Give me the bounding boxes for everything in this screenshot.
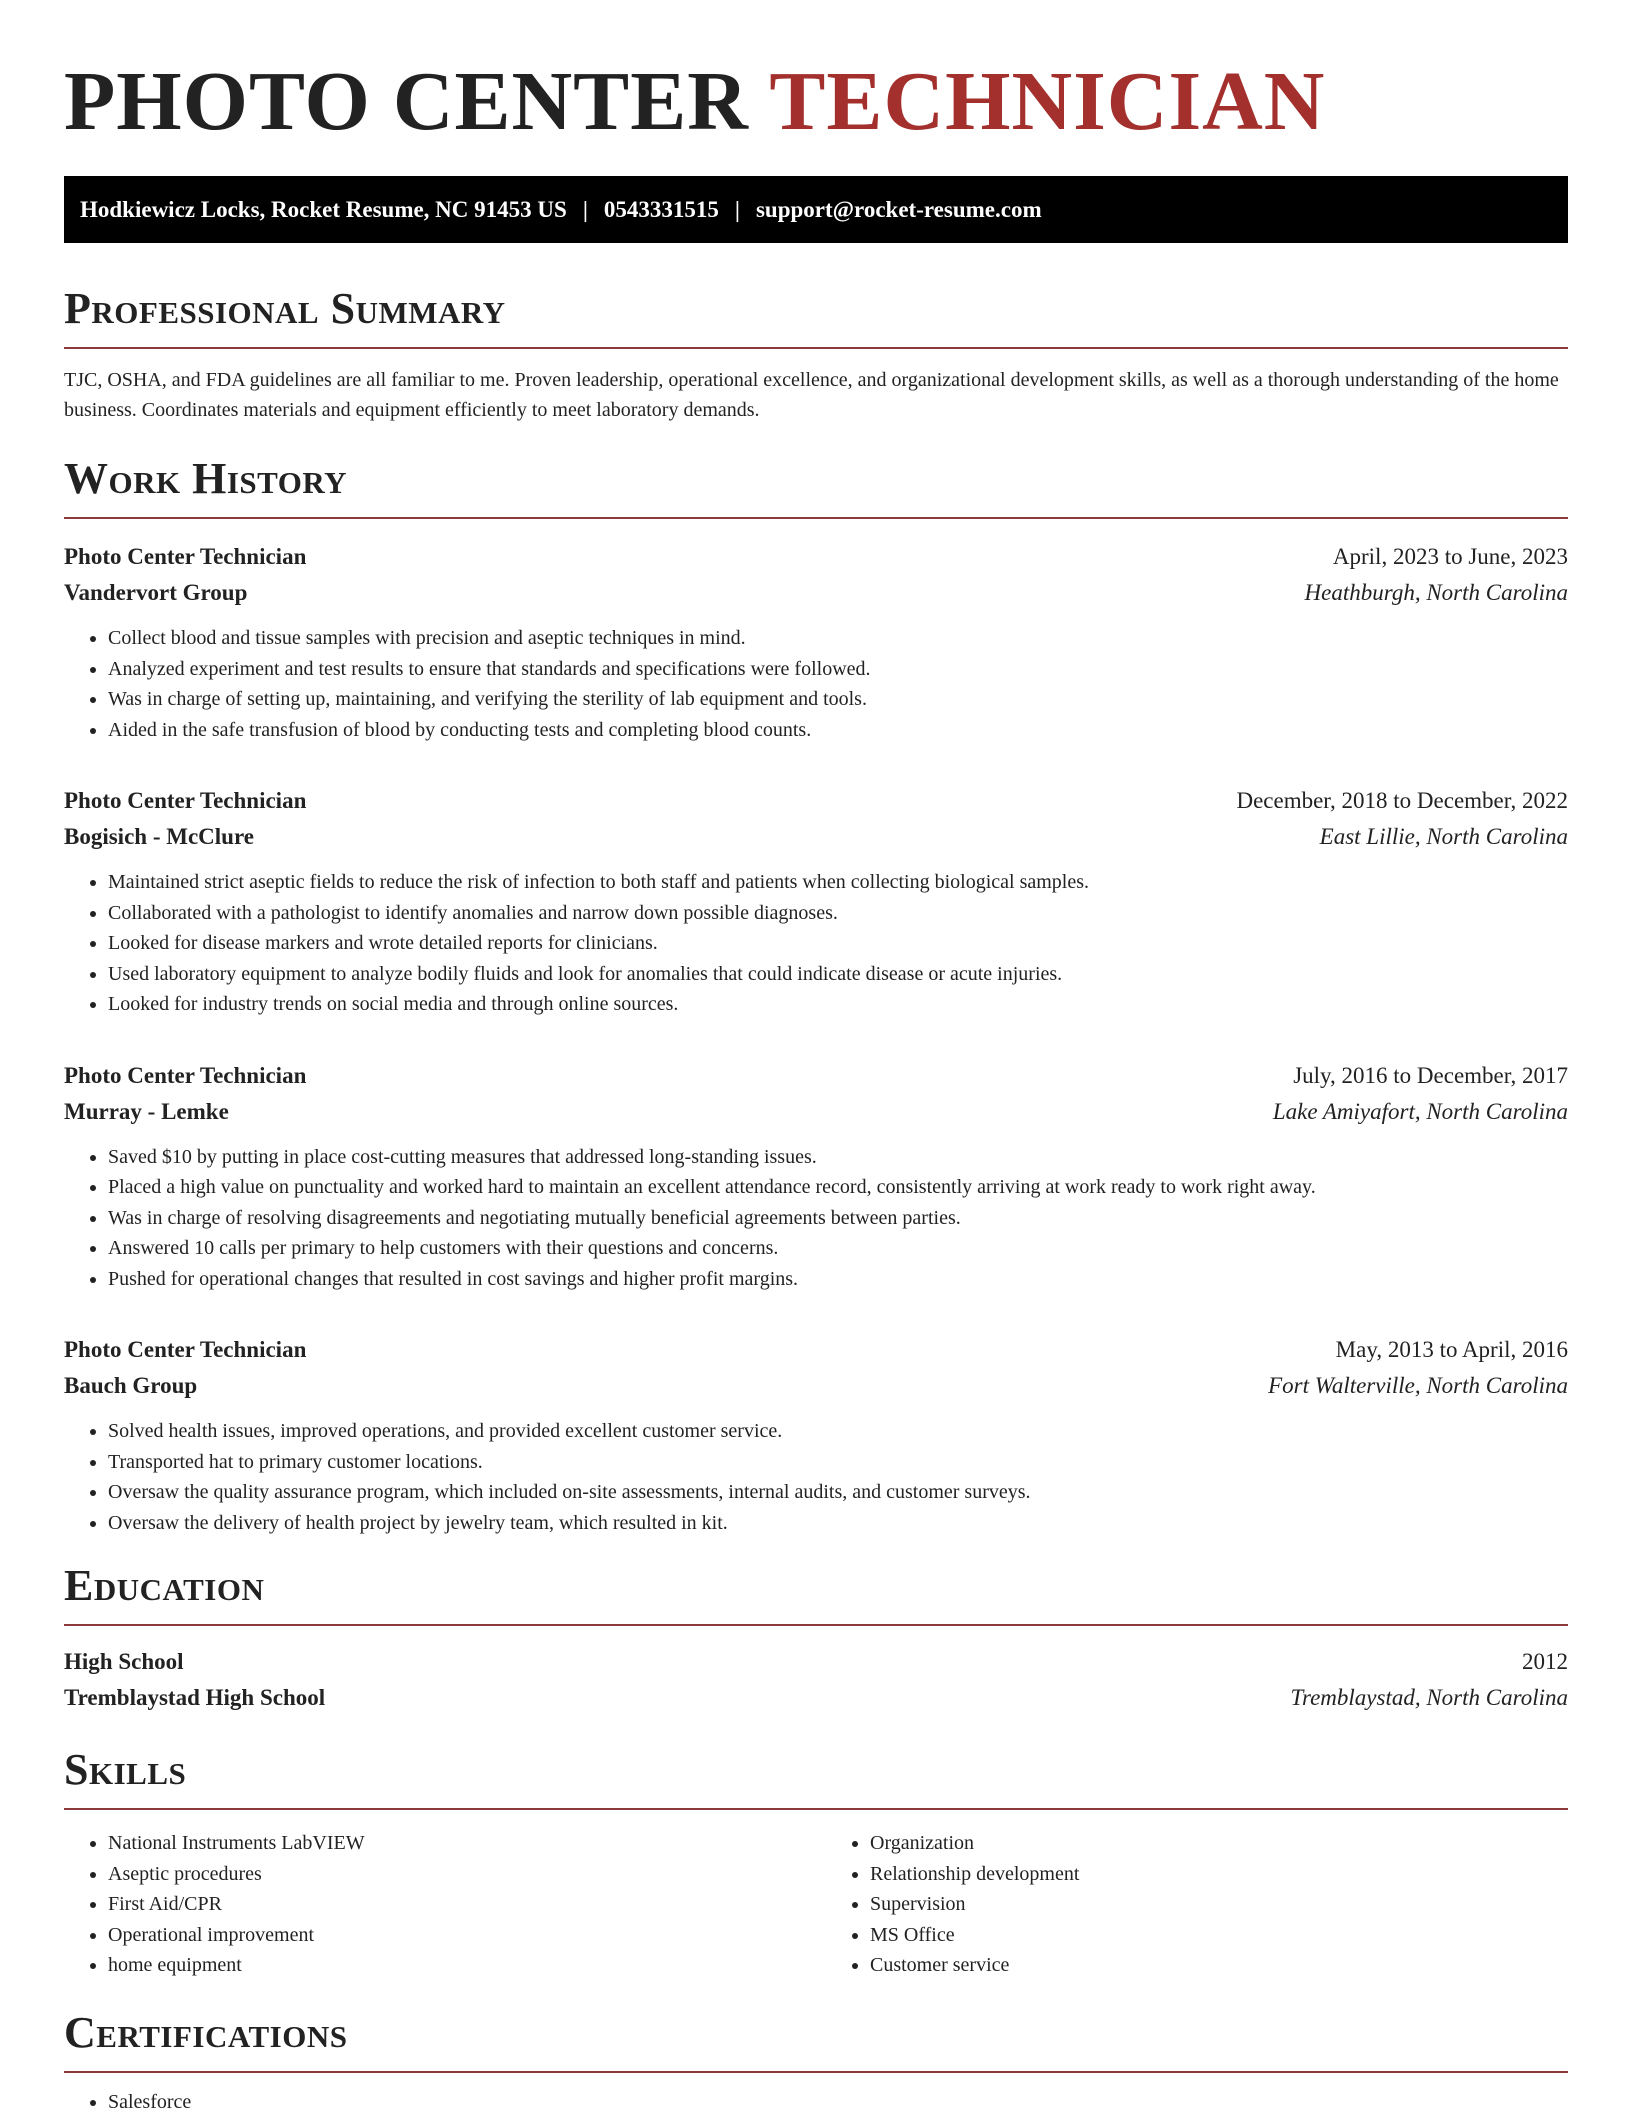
certifications-list [64,2087,1568,2117]
job-entry [64,539,1568,745]
job-title: Photo Center Technician [64,539,306,575]
job-bullet: • Was in charge of resolving disagreements and negotiating mutually beneficial agreements between parties. [108,1203,1568,1234]
contact-phone: 0543331515 [604,197,719,223]
job-bullet: • Pushed for operational changes that resulted in cost savings and higher profit margins. [108,1264,1568,1295]
job-bullets [64,1142,1568,1295]
job-bullet: • Collaborated with a pathologist to identify anomalies and narrow down possible diagnoses. [108,898,1568,929]
job-bullet: • Looked for disease markers and wrote detailed reports for clinicians. [108,928,1568,959]
section-divider [64,2071,1568,2073]
section-divider [64,347,1568,349]
contact-bar [64,176,1568,243]
job-company: Vandervort Group [64,575,247,611]
skill-item: • MS Office [870,1920,1568,1951]
job-entry [64,1332,1568,1538]
contact-separator: | [735,197,740,223]
skill-item: • Organization [870,1828,1568,1859]
section-divider [64,517,1568,519]
summary-heading: Professional Summary [64,283,1568,335]
skill-item: • National Instruments LabVIEW [108,1828,806,1859]
section-divider [64,1808,1568,1810]
skill-item: • Supervision [870,1889,1568,1920]
job-dates: December, 2018 to December, 2022 [1236,783,1568,819]
education-school: Tremblaystad High School [64,1680,325,1716]
certification-item: • Salesforce [108,2087,1568,2117]
job-title: Photo Center Technician [64,1058,306,1094]
work-history-section [64,453,1568,1538]
job-bullet: • Transported hat to primary customer locations. [108,1447,1568,1478]
certifications-heading: Certifications [64,2007,1568,2059]
skill-item: • Relationship development [870,1859,1568,1890]
skills-heading: Skills [64,1744,1568,1796]
job-company: Bauch Group [64,1368,197,1404]
skill-item: • First Aid/CPR [108,1889,806,1920]
skill-item: • Customer service [870,1950,1568,1981]
job-bullet: • Looked for industry trends on social media and through online sources. [108,989,1568,1020]
skill-item: • home equipment [108,1950,806,1981]
job-dates: July, 2016 to December, 2017 [1293,1058,1568,1094]
job-bullet: • Solved health issues, improved operations, and provided excellent customer service. [108,1416,1568,1447]
job-dates: April, 2023 to June, 2023 [1333,539,1568,575]
job-entry [64,1058,1568,1295]
title-part-1: PHOTO CENTER [64,55,749,148]
skills-list-right [826,1828,1568,1981]
job-bullets [64,1416,1568,1538]
job-bullet: • Used laboratory equipment to analyze bodily fluids and look for anomalies that could indicate disease or acute injuries. [108,959,1568,990]
job-title: Photo Center Technician [64,1332,306,1368]
job-company: Bogisich - McClure [64,819,254,855]
job-bullet: • Placed a high value on punctuality and worked hard to maintain an excellent attendance record, consistently arriving at work ready to work right away. [108,1172,1568,1203]
skill-item: • Operational improvement [108,1920,806,1951]
job-bullet: • Oversaw the quality assurance program, which included on-site assessments, internal audits, and customer surveys. [108,1477,1568,1508]
job-bullet: • Collect blood and tissue samples with precision and aseptic techniques in mind. [108,623,1568,654]
certifications-section [64,2007,1568,2117]
title-part-2: TECHNICIAN [769,55,1325,148]
contact-address: Hodkiewicz Locks, Rocket Resume, NC 91453 US [80,197,567,223]
job-bullets [64,623,1568,745]
job-title: Photo Center Technician [64,783,306,819]
summary-section [64,283,1568,425]
contact-email: support@rocket-resume.com [756,197,1042,223]
job-bullets [64,867,1568,1020]
education-heading: Education [64,1560,1568,1612]
skills-list-left [64,1828,806,1981]
education-year: 2012 [1522,1644,1568,1680]
skills-grid [64,1828,1568,1981]
job-bullet: • Saved $10 by putting in place cost-cutting measures that addressed long-standing issues. [108,1142,1568,1173]
job-bullet: • Answered 10 calls per primary to help customers with their questions and concerns. [108,1233,1568,1264]
job-location: Heathburgh, North Carolina [1305,575,1568,611]
job-dates: May, 2013 to April, 2016 [1336,1332,1568,1368]
resume-title [64,0,1568,152]
education-location: Tremblaystad, North Carolina [1290,1680,1568,1716]
job-bullet: • Maintained strict aseptic fields to reduce the risk of infection to both staff and patients when collecting biological samples. [108,867,1568,898]
section-divider [64,1624,1568,1626]
contact-separator: | [583,197,588,223]
skills-section [64,1744,1568,1981]
job-entry [64,783,1568,1020]
summary-text: TJC, OSHA, and FDA guidelines are all familiar to me. Proven leadership, operational excellence, and organizational development skills, as well as a thorough understanding of the home business. Coordinates materials and equipment efficiently to meet laboratory demands. [64,365,1568,425]
job-bullet: • Aided in the safe transfusion of blood by conducting tests and completing blood counts. [108,715,1568,746]
job-location: East Lillie, North Carolina [1320,819,1568,855]
job-bullet: • Was in charge of setting up, maintaining, and verifying the sterility of lab equipment and tools. [108,684,1568,715]
education-entry [64,1644,1568,1716]
job-bullet: • Oversaw the delivery of health project by jewelry team, which resulted in kit. [108,1508,1568,1539]
skill-item: • Aseptic procedures [108,1859,806,1890]
job-location: Lake Amiyafort, North Carolina [1273,1094,1568,1130]
job-company: Murray - Lemke [64,1094,229,1130]
education-degree: High School [64,1644,184,1680]
work-history-heading: Work History [64,453,1568,505]
job-location: Fort Walterville, North Carolina [1268,1368,1568,1404]
education-section [64,1560,1568,1716]
job-bullet: • Analyzed experiment and test results to ensure that standards and specifications were followed. [108,654,1568,685]
